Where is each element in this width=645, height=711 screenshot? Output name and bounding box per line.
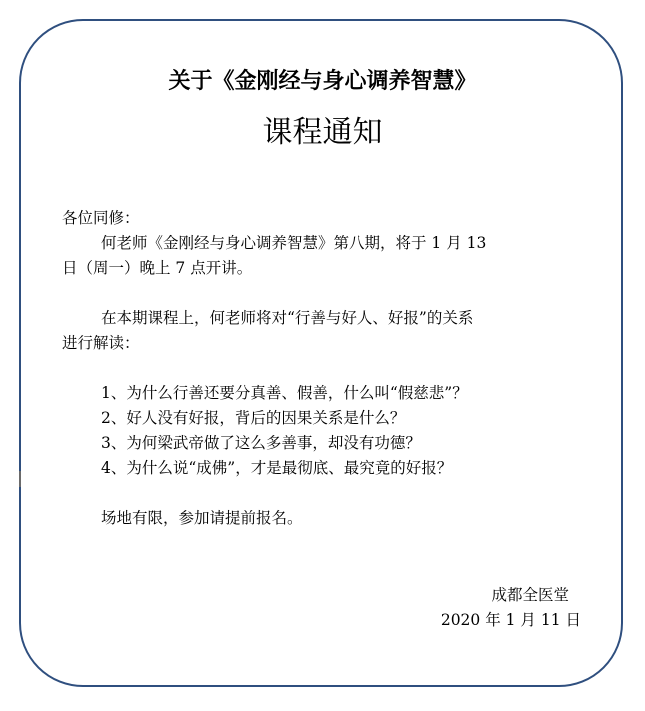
question-4: 4、为什么说“成佛”，才是最彻底、最究竟的好报？ [101,459,453,477]
question-1: 1、为什么行善还要分真善、假善，什么叫“假慈悲”？ [101,384,468,402]
question-2: 2、好人没有好报，背后的因果关系是什么？ [101,409,406,427]
spacer [62,481,587,506]
closing-line: 场地有限，参加请提前报名。 [101,509,303,527]
paragraph-2-line-1: 在本期课程上，何老师将对“行善与好人、好报”的关系 [101,309,474,327]
spacer [62,356,587,381]
spacer [62,281,587,306]
salutation: 各位同修： [62,209,140,227]
notice-title-line2: 课程通知 [262,115,383,150]
signature-organization: 成都全医堂 [491,586,569,604]
paragraph-1-line-2: 日（周一）晚上 7 点开讲。 [62,259,253,277]
question-3: 3、为何梁武帝做了这么多善事，却没有功德？ [101,434,421,452]
edge-mark [19,471,21,487]
paragraph-2-line-2: 进行解读： [62,334,140,352]
paragraph-1-line-1: 何老师《金刚经与身心调养智慧》第八期，将于 1 月 13 [101,234,487,252]
signature-date: 2020 年 1 月 11 日 [440,611,581,629]
signature-block [441,583,581,633]
notice-body [62,206,587,531]
notice-title-line1: 关于《金刚经与身心调养智慧》 [168,68,477,94]
